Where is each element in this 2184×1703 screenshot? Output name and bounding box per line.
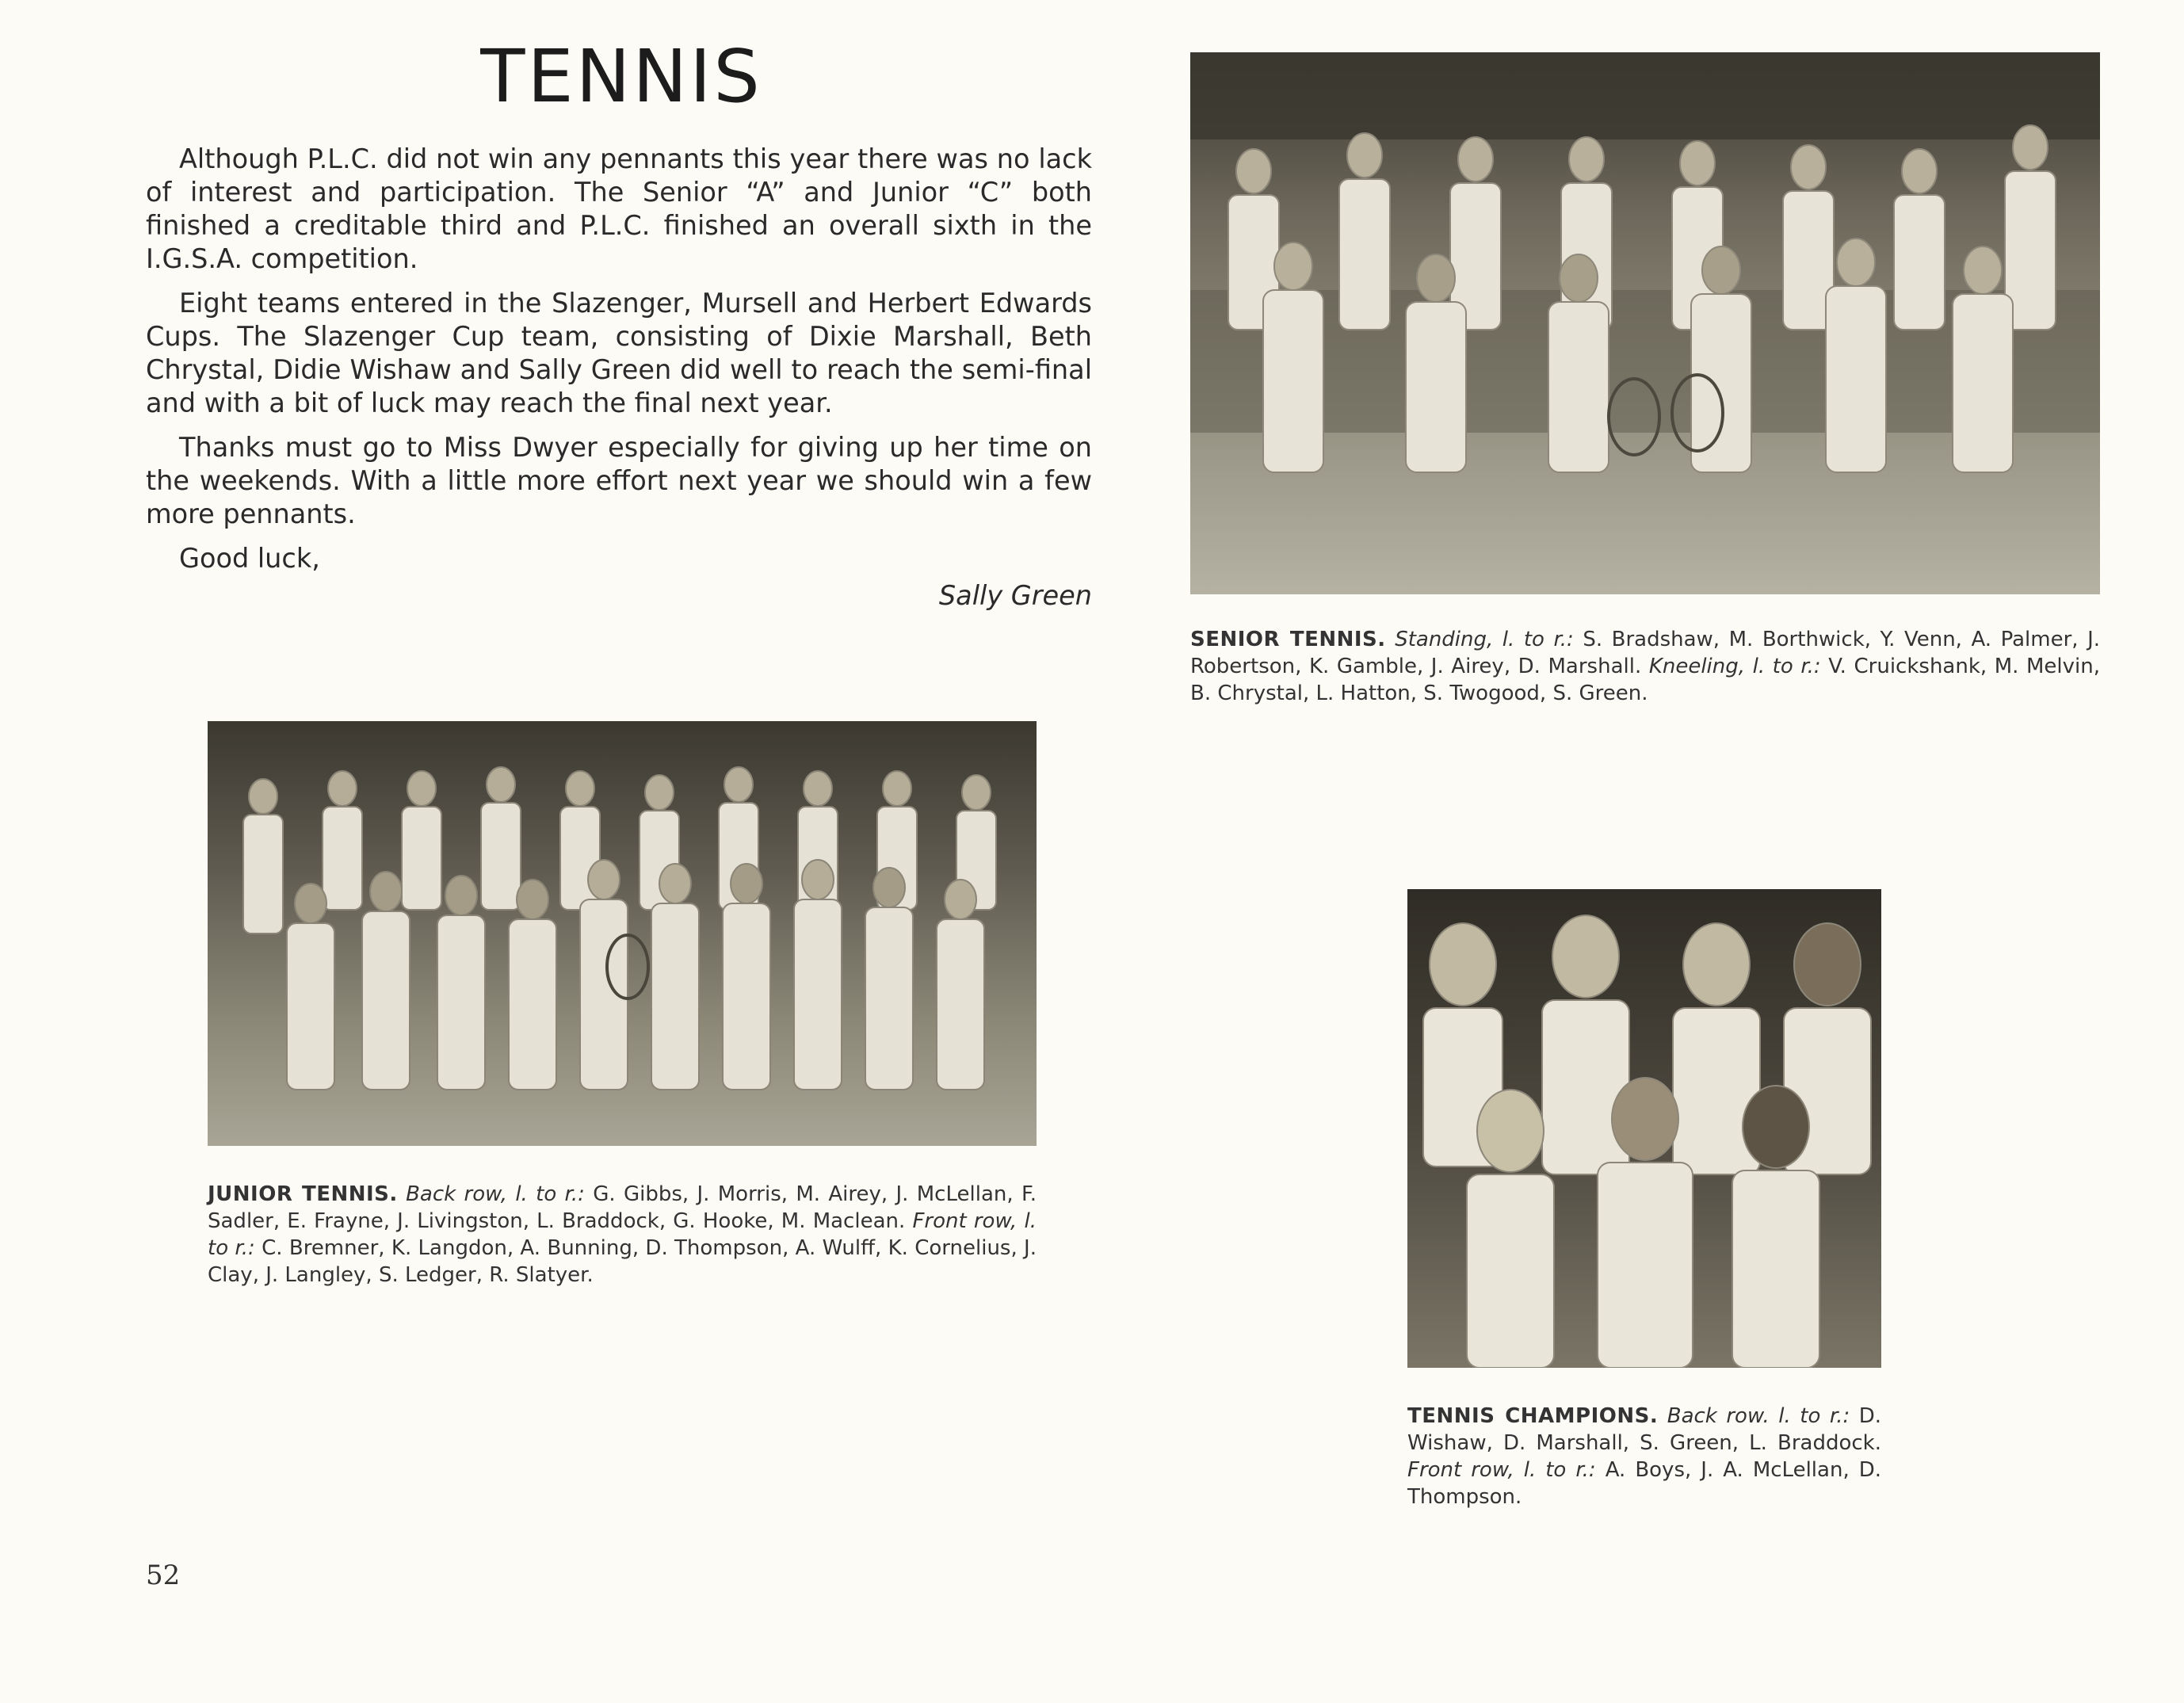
page-title: TENNIS bbox=[480, 34, 762, 119]
caption-label: Front row, l. to r.: bbox=[208, 1209, 1037, 1260]
tennis-champions-photo bbox=[1407, 889, 1881, 1368]
junior-tennis-caption bbox=[208, 1181, 1037, 1289]
caption-label: Back row. l. to r.: bbox=[1667, 1404, 1850, 1428]
caption-lead: JUNIOR TENNIS. bbox=[208, 1182, 398, 1206]
article-paragraph: Although P.L.C. did not win any pennants this year there was no lack of interest and participation. The Senior “A” and Junior “C” both finished a creditable third and P.L.C. finished an overall sixth in the I.G.S.A. competition. bbox=[146, 143, 1092, 274]
page-number: 52 bbox=[146, 1560, 181, 1591]
caption-label: Back row, l. to r.: bbox=[406, 1182, 585, 1206]
caption-lead: SENIOR TENNIS. bbox=[1190, 628, 1386, 651]
caption-label: Front row, l. to r.: bbox=[1407, 1458, 1596, 1482]
junior-tennis-photo bbox=[208, 721, 1037, 1146]
caption-names: D. Wishaw, D. Marshall, S. Green, L. Braddock. bbox=[1407, 1404, 1882, 1455]
senior-photo-illustration bbox=[1190, 52, 2100, 594]
article-paragraph: Thanks must go to Miss Dwyer especially for giving up her time on the weekends. With a little more effort next year we should win a few more pennants. bbox=[146, 432, 1092, 529]
junior-photo-illustration bbox=[208, 721, 1037, 1146]
caption-names: V. Cruickshank, M. Melvin, B. Chrystal, L. Hatton, S. Twogood, S. Green. bbox=[1190, 655, 2100, 705]
caption-label: Kneeling, l. to r.: bbox=[1648, 655, 1821, 678]
caption-names: A. Boys, J. A. McLellan, D. Thompson. bbox=[1407, 1458, 1882, 1509]
caption-names: S. Bradshaw, M. Borthwick, Y. Venn, A. Palmer, J. Robertson, K. Gamble, J. Airey, D. Marshall. bbox=[1190, 628, 2101, 678]
caption-label: Standing, l. to r.: bbox=[1395, 628, 1574, 651]
senior-tennis-caption bbox=[1190, 626, 2100, 707]
article-closing: Good luck, bbox=[179, 543, 320, 574]
tennis-champions-caption bbox=[1407, 1403, 1881, 1510]
caption-names: C. Bremner, K. Langdon, A. Bunning, D. Thompson, A. Wulff, K. Cornelius, J. Clay, J. Langley, S. Ledger, R. Slatyer. bbox=[208, 1236, 1037, 1287]
article-body bbox=[146, 143, 1092, 586]
caption-names: G. Gibbs, J. Morris, M. Airey, J. McLellan, F. Sadler, E. Frayne, J. Livingston, L. Braddock, G. Hooke, M. Maclean. bbox=[208, 1182, 1037, 1233]
champions-photo-illustration bbox=[1407, 889, 1881, 1368]
caption-lead: TENNIS CHAMPIONS. bbox=[1407, 1404, 1659, 1428]
senior-tennis-photo bbox=[1190, 52, 2100, 594]
article-signature: Sally Green bbox=[938, 580, 1092, 611]
article-paragraph: Eight teams entered in the Slazenger, Mursell and Herbert Edwards Cups. The Slazenger Cup team, consisting of Dixie Marshall, Beth Chrystal, Didie Wishaw and Sally Green did well to reach the semi-final and with a bit of luck may reach the final next year. bbox=[146, 288, 1092, 418]
